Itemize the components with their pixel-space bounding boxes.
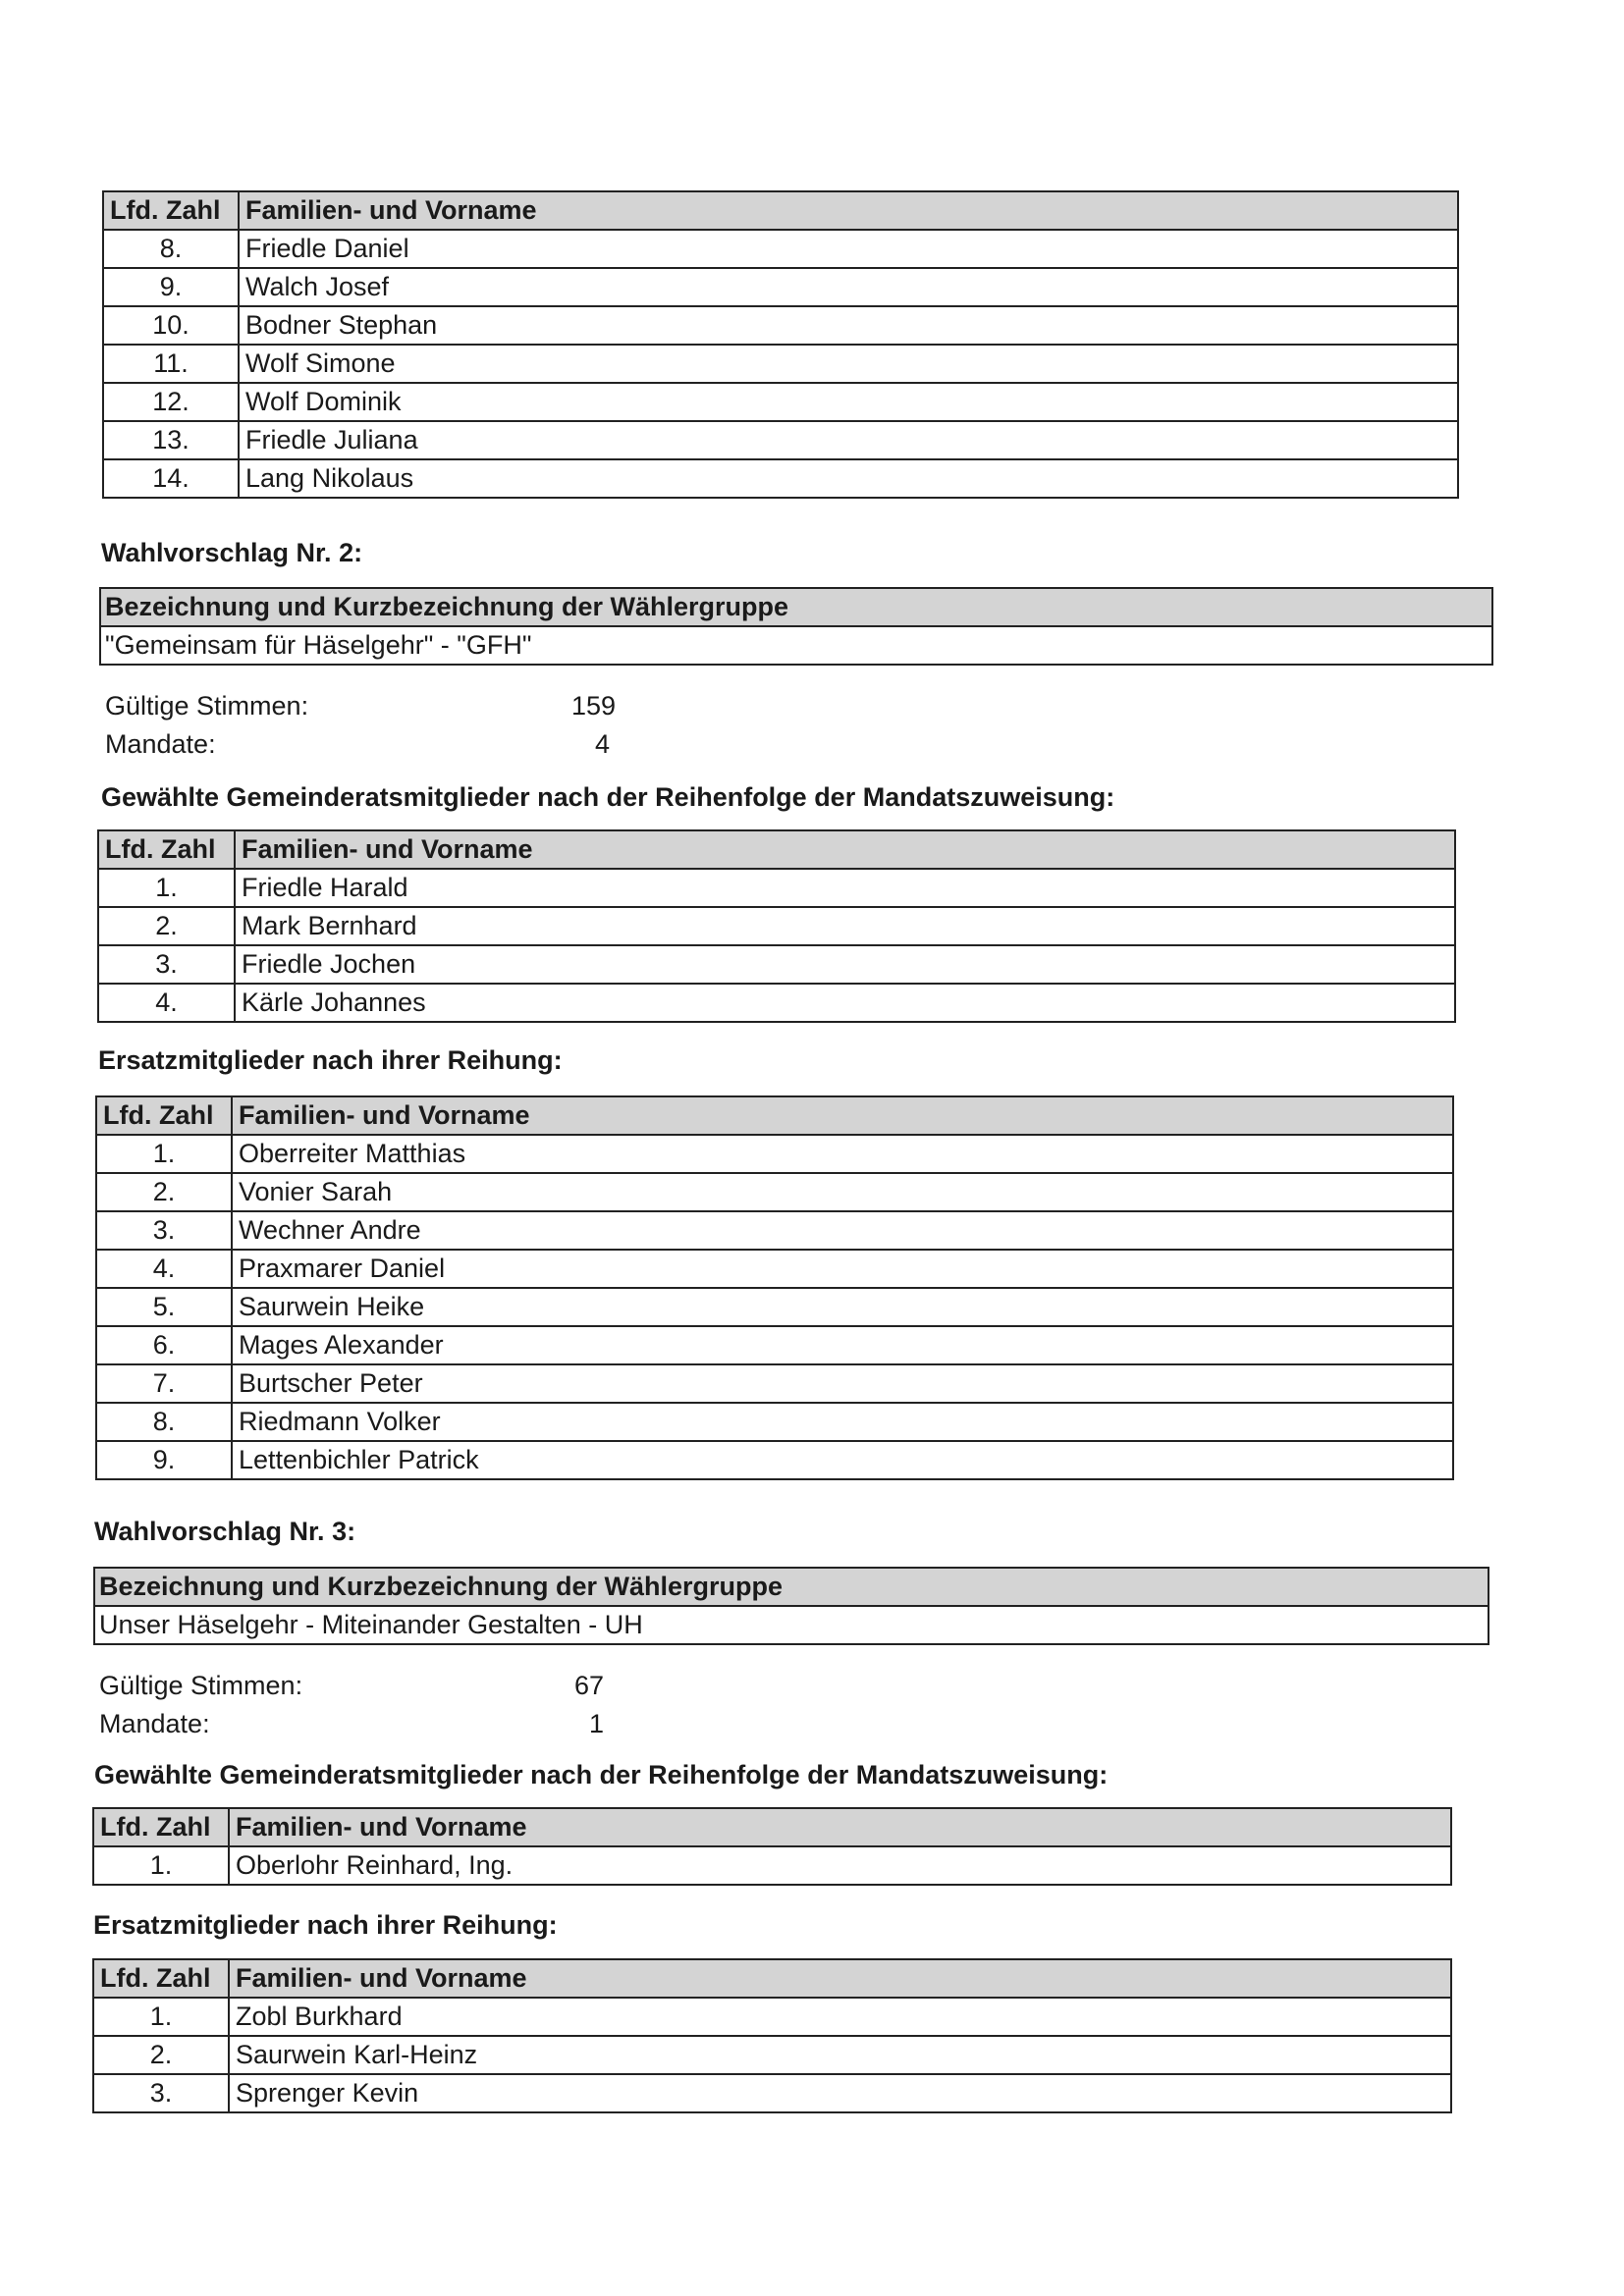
mandates-value: 4 bbox=[594, 729, 610, 759]
row-name: Burtscher Peter bbox=[232, 1364, 1453, 1403]
table-row bbox=[103, 230, 1458, 268]
row-name: Wolf Dominik bbox=[239, 383, 1458, 421]
proposal3-group-table bbox=[93, 1567, 1489, 1645]
col-header-name: Familien- und Vorname bbox=[229, 1808, 1451, 1846]
row-name: Oberlohr Reinhard, Ing. bbox=[229, 1846, 1451, 1885]
proposal3-group-name: Unser Häselgehr - Miteinander Gestalten - UH bbox=[94, 1606, 1489, 1644]
proposal3-group-block bbox=[93, 1567, 1489, 1645]
row-name: Zobl Burkhard bbox=[229, 1998, 1451, 2036]
row-number: 2. bbox=[93, 2036, 229, 2074]
row-number: 2. bbox=[98, 907, 235, 945]
list1-continued-block bbox=[102, 190, 1459, 499]
proposal3-valid-votes bbox=[99, 1671, 604, 1704]
row-name: Oberreiter Matthias bbox=[232, 1135, 1453, 1173]
row-number: 12. bbox=[103, 383, 239, 421]
table-row bbox=[96, 1211, 1453, 1250]
proposal3-elected-table bbox=[92, 1807, 1452, 1886]
row-number: 7. bbox=[96, 1364, 232, 1403]
row-number: 1. bbox=[98, 869, 235, 907]
row-name: Friedle Daniel bbox=[239, 230, 1458, 268]
row-number: 5. bbox=[96, 1288, 232, 1326]
table-row bbox=[96, 1135, 1453, 1173]
table-row bbox=[93, 2036, 1451, 2074]
table-row bbox=[103, 306, 1458, 345]
row-number: 10. bbox=[103, 306, 239, 345]
table-row bbox=[103, 421, 1458, 459]
row-name: Walch Josef bbox=[239, 268, 1458, 306]
proposal3-mandates bbox=[99, 1709, 604, 1742]
table-row bbox=[93, 1846, 1451, 1885]
proposal2-group-table bbox=[99, 587, 1493, 666]
table-row bbox=[96, 1326, 1453, 1364]
row-number: 11. bbox=[103, 345, 239, 383]
table-row bbox=[98, 907, 1455, 945]
table-row bbox=[96, 1173, 1453, 1211]
valid-votes-label: Gültige Stimmen: bbox=[99, 1671, 303, 1700]
row-number: 6. bbox=[96, 1326, 232, 1364]
proposal3-substitutes-heading: Ersatzmitglieder nach ihrer Reihung: bbox=[93, 1910, 558, 1940]
valid-votes-value: 67 bbox=[573, 1671, 604, 1700]
row-number: 13. bbox=[103, 421, 239, 459]
proposal2-group-block bbox=[99, 587, 1493, 666]
proposal2-substitutes-heading: Ersatzmitglieder nach ihrer Reihung: bbox=[98, 1045, 563, 1075]
row-name: Lang Nikolaus bbox=[239, 459, 1458, 498]
row-number: 1. bbox=[93, 1846, 229, 1885]
proposal2-elected-block bbox=[97, 829, 1456, 1023]
row-name: Praxmarer Daniel bbox=[232, 1250, 1453, 1288]
proposal2-title: Wahlvorschlag Nr. 2: bbox=[101, 538, 363, 567]
table-row bbox=[93, 1998, 1451, 2036]
table-header-row bbox=[96, 1096, 1453, 1135]
row-name: Riedmann Volker bbox=[232, 1403, 1453, 1441]
row-number: 9. bbox=[96, 1441, 232, 1479]
row-number: 4. bbox=[98, 984, 235, 1022]
row-number: 3. bbox=[98, 945, 235, 984]
row-name: Bodner Stephan bbox=[239, 306, 1458, 345]
row-name: Vonier Sarah bbox=[232, 1173, 1453, 1211]
table-row bbox=[93, 2074, 1451, 2112]
table-row bbox=[96, 1441, 1453, 1479]
table-row bbox=[96, 1288, 1453, 1326]
row-name: Saurwein Karl-Heinz bbox=[229, 2036, 1451, 2074]
row-number: 14. bbox=[103, 459, 239, 498]
col-header-name: Familien- und Vorname bbox=[235, 830, 1455, 869]
table-row bbox=[96, 1403, 1453, 1441]
group-header: Bezeichnung und Kurzbezeichnung der Wählergruppe bbox=[94, 1568, 1489, 1606]
table-row bbox=[103, 268, 1458, 306]
row-name: Wolf Simone bbox=[239, 345, 1458, 383]
table-row bbox=[96, 1364, 1453, 1403]
proposal3-elected-block bbox=[92, 1807, 1452, 1886]
proposal3-elected-heading: Gewählte Gemeinderatsmitglieder nach der Reihenfolge der Mandatszuweisung: bbox=[94, 1760, 1109, 1789]
row-number: 2. bbox=[96, 1173, 232, 1211]
col-header-name: Familien- und Vorname bbox=[239, 191, 1458, 230]
table-row bbox=[103, 383, 1458, 421]
group-header: Bezeichnung und Kurzbezeichnung der Wählergruppe bbox=[100, 588, 1492, 626]
row-name: Mark Bernhard bbox=[235, 907, 1455, 945]
row-name: Friedle Juliana bbox=[239, 421, 1458, 459]
row-number: 3. bbox=[96, 1211, 232, 1250]
table-row bbox=[96, 1250, 1453, 1288]
col-header-nr: Lfd. Zahl bbox=[98, 830, 235, 869]
proposal2-mandates bbox=[105, 729, 610, 763]
valid-votes-label: Gültige Stimmen: bbox=[105, 691, 309, 721]
row-name: Wechner Andre bbox=[232, 1211, 1453, 1250]
row-name: Saurwein Heike bbox=[232, 1288, 1453, 1326]
col-header-name: Familien- und Vorname bbox=[229, 1959, 1451, 1998]
proposal2-elected-table bbox=[97, 829, 1456, 1023]
table-header-row bbox=[93, 1808, 1451, 1846]
table-row bbox=[103, 459, 1458, 498]
proposal3-substitutes-block bbox=[92, 1958, 1452, 2113]
row-name: Mages Alexander bbox=[232, 1326, 1453, 1364]
table-header-row bbox=[98, 830, 1455, 869]
mandates-value: 1 bbox=[588, 1709, 604, 1738]
proposal3-title: Wahlvorschlag Nr. 3: bbox=[94, 1517, 356, 1546]
proposal2-substitutes-block bbox=[95, 1095, 1454, 1480]
row-number: 8. bbox=[96, 1403, 232, 1441]
proposal2-group-name: "Gemeinsam für Häselgehr" - "GFH" bbox=[100, 626, 1492, 665]
table-header-row bbox=[103, 191, 1458, 230]
table-row bbox=[98, 984, 1455, 1022]
row-number: 1. bbox=[93, 1998, 229, 2036]
proposal2-substitutes-table bbox=[95, 1095, 1454, 1480]
table-header-row bbox=[93, 1959, 1451, 1998]
table-row bbox=[98, 945, 1455, 984]
proposal2-valid-votes bbox=[105, 691, 616, 724]
col-header-nr: Lfd. Zahl bbox=[93, 1808, 229, 1846]
row-number: 3. bbox=[93, 2074, 229, 2112]
row-name: Kärle Johannes bbox=[235, 984, 1455, 1022]
proposal2-elected-heading: Gewählte Gemeinderatsmitglieder nach der Reihenfolge der Mandatszuweisung: bbox=[101, 782, 1115, 812]
col-header-nr: Lfd. Zahl bbox=[93, 1959, 229, 1998]
col-header-nr: Lfd. Zahl bbox=[96, 1096, 232, 1135]
list1-continued-table bbox=[102, 190, 1459, 499]
table-row bbox=[98, 869, 1455, 907]
valid-votes-value: 159 bbox=[570, 691, 616, 721]
mandates-label: Mandate: bbox=[99, 1709, 210, 1738]
row-number: 4. bbox=[96, 1250, 232, 1288]
row-name: Friedle Harald bbox=[235, 869, 1455, 907]
col-header-nr: Lfd. Zahl bbox=[103, 191, 239, 230]
table-row bbox=[103, 345, 1458, 383]
row-number: 1. bbox=[96, 1135, 232, 1173]
row-number: 9. bbox=[103, 268, 239, 306]
proposal3-substitutes-table bbox=[92, 1958, 1452, 2113]
row-name: Sprenger Kevin bbox=[229, 2074, 1451, 2112]
col-header-name: Familien- und Vorname bbox=[232, 1096, 1453, 1135]
row-name: Friedle Jochen bbox=[235, 945, 1455, 984]
row-name: Lettenbichler Patrick bbox=[232, 1441, 1453, 1479]
mandates-label: Mandate: bbox=[105, 729, 216, 759]
row-number: 8. bbox=[103, 230, 239, 268]
